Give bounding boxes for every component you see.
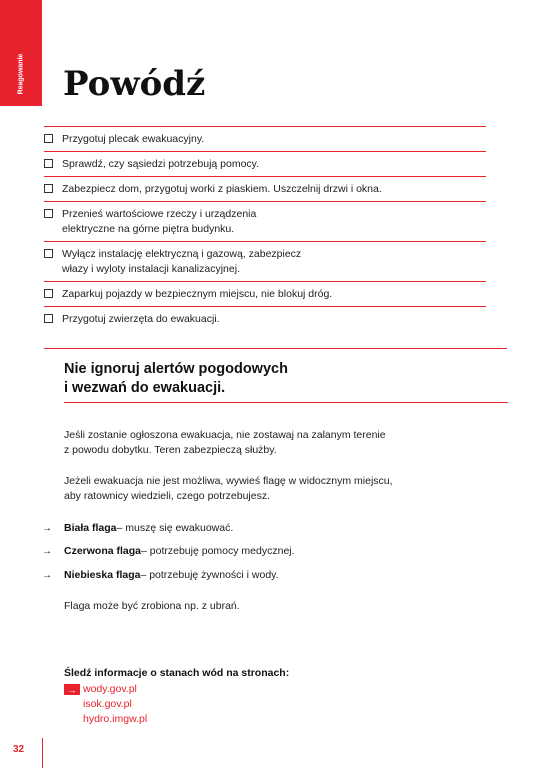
- page-number: 32: [13, 744, 25, 755]
- checklist-item: [44, 282, 486, 307]
- link-row: [64, 712, 147, 727]
- follow-heading: Śledź informacje o stanach wód na stronach:: [64, 667, 290, 679]
- flag-meaning: – potrzebuję pomocy medycznej.: [141, 545, 295, 557]
- link-wody[interactable]: wody.gov.pl: [83, 683, 137, 695]
- flag-item-red: [42, 544, 295, 559]
- checklist-item: [44, 242, 486, 282]
- link-list: [64, 682, 147, 727]
- section-tab-label: Reagowanie: [17, 53, 25, 95]
- link-isok[interactable]: isok.gov.pl: [83, 698, 132, 710]
- heading-divider: [64, 402, 508, 403]
- checkbox-icon[interactable]: [44, 314, 53, 323]
- arrow-right-icon: →: [42, 570, 52, 581]
- arrow-right-icon: →: [42, 546, 52, 557]
- arrow-right-icon: →: [42, 523, 52, 534]
- flag-meaning: – muszę się ewakuować.: [116, 522, 234, 534]
- flag-instruction-paragraph: Jeżeli ewakuacja nie jest możliwa, wywieś flagę w widocznym miejscu, aby ratownicy wiedzieli, czego potrzebujesz.: [64, 475, 393, 502]
- checklist-item-text: Sprawdź, czy sąsiedzi potrzebują pomocy.: [62, 158, 260, 170]
- section-divider: [44, 348, 507, 349]
- checklist-item-text: Przenieś wartościowe rzeczy i urządzenia elektryczne na górne piętra budynku.: [62, 208, 257, 235]
- checklist-item-text: Przygotuj zwierzęta do ewakuacji.: [62, 313, 220, 325]
- checklist-item-text: Przygotuj plecak ewakuacyjny.: [62, 133, 205, 145]
- checkbox-icon[interactable]: [44, 249, 53, 258]
- flag-name: Niebieska flaga: [64, 569, 141, 581]
- flag-item-blue: [42, 568, 279, 583]
- checklist-item: [44, 307, 486, 331]
- alert-heading: Nie ignoruj alertów pogodowych i wezwań do ewakuacji.: [64, 361, 288, 396]
- checklist-item: [44, 127, 486, 152]
- checkbox-icon[interactable]: [44, 209, 53, 218]
- page-number-divider: [42, 738, 43, 768]
- section-tab: [0, 0, 42, 106]
- link-row: [64, 682, 147, 697]
- checklist-item-text: Zabezpiecz dom, przygotuj worki z piaskiem. Uszczelnij drzwi i okna.: [62, 183, 382, 195]
- flag-item-white: [42, 521, 233, 536]
- arrow-right-icon: →: [64, 684, 80, 695]
- link-hydro[interactable]: hydro.imgw.pl: [83, 713, 148, 725]
- checklist-item: [44, 177, 486, 202]
- checkbox-icon[interactable]: [44, 184, 53, 193]
- flag-name: Czerwona flaga: [64, 545, 142, 557]
- checklist-item-text: Wyłącz instalację elektryczną i gazową, zabezpiecz włazy i wyloty instalacji kanalizacyjnej.: [62, 248, 302, 275]
- checklist-item-text: Zaparkuj pojazdy w bezpiecznym miejscu, nie blokuj dróg.: [62, 288, 333, 300]
- checkbox-icon[interactable]: [44, 289, 53, 298]
- checklist-item: [44, 152, 486, 177]
- evacuation-paragraph: Jeśli zostanie ogłoszona ewakuacja, nie zostawaj na zalanym terenie z powodu dobytku. Teren zabezpieczą służby.: [64, 429, 386, 456]
- checklist: [44, 126, 486, 331]
- flag-meaning: – potrzebuję żywności i wody.: [140, 569, 279, 581]
- checkbox-icon[interactable]: [44, 159, 53, 168]
- link-row: [64, 697, 147, 712]
- checklist-item: [44, 202, 486, 242]
- flag-note: Flaga może być zrobiona np. z ubrań.: [64, 600, 240, 612]
- checkbox-icon[interactable]: [44, 134, 53, 143]
- flag-name: Biała flaga: [64, 522, 117, 534]
- page-title: Powódź: [63, 64, 206, 104]
